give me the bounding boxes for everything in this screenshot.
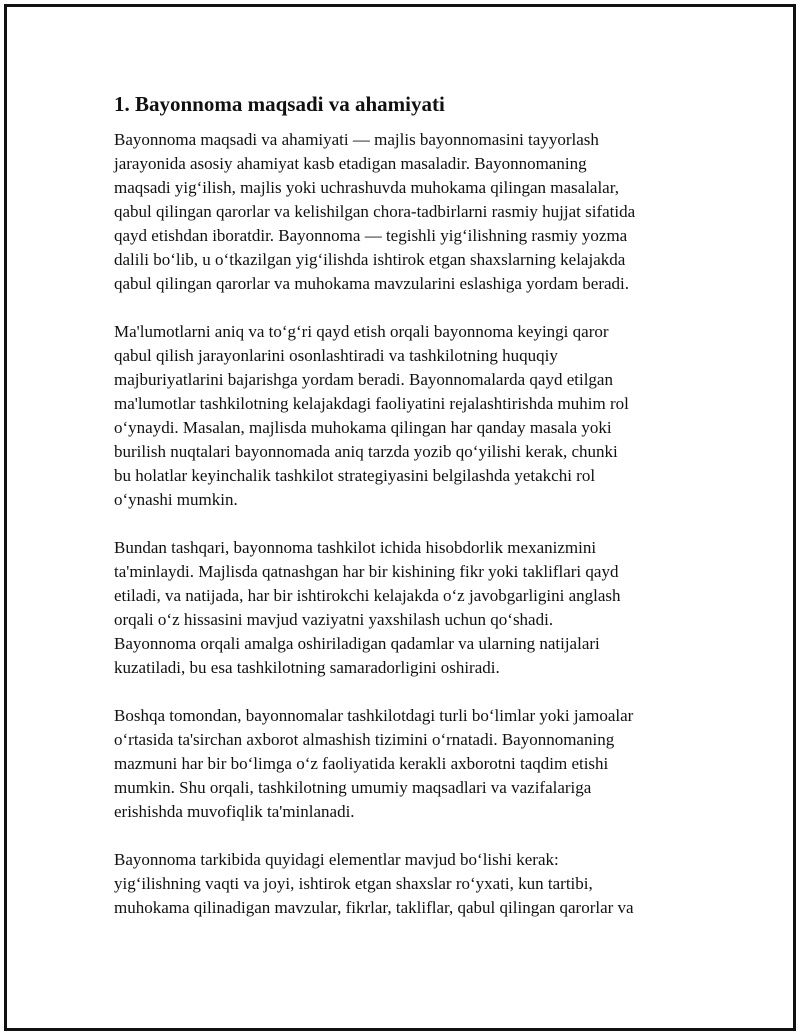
text-line: dalili bo‘lib, u o‘tkazilgan yig‘ilishda ishtirok etgan shaxslarning kelajakda bbox=[114, 250, 626, 269]
text-line: ta'minlaydi. Majlisda qatnashgan har bir kishining fikr yoki takliflari qayd bbox=[114, 562, 619, 581]
text-line: qayd etishdan iboratdir. Bayonnoma — tegishli yig‘ilishning rasmiy yozma bbox=[114, 226, 628, 245]
text-line: Bundan tashqari, bayonnoma tashkilot ichida hisobdorlik mexanizmini bbox=[114, 538, 597, 557]
text-line: mumkin. Shu orqali, tashkilotning umumiy maqsadlari va vazifalariga bbox=[114, 778, 592, 797]
paragraph-4 bbox=[114, 704, 694, 824]
text-line: muhokama qilinadigan mavzular, fikrlar, takliflar, qabul qilingan qarorlar va bbox=[114, 898, 634, 917]
text-line: jarayonida asosiy ahamiyat kasb etadigan masaladir. Bayonnomaning bbox=[114, 154, 587, 173]
text-line: orqali o‘z hissasini mavjud vaziyatni yaxshilash uchun qo‘shadi. bbox=[114, 610, 554, 629]
text-line: Boshqa tomondan, bayonnomalar tashkilotdagi turli bo‘limlar yoki jamoalar bbox=[114, 706, 634, 725]
text-line: kuzatiladi, bu esa tashkilotning samaradorligini oshiradi. bbox=[114, 658, 500, 677]
text-line: Ma'lumotlarni aniq va to‘g‘ri qayd etish orqali bayonnoma keyingi qaror bbox=[114, 322, 609, 341]
text-line: erishishda muvofiqlik ta'minlanadi. bbox=[114, 802, 355, 821]
text-line: qabul qilingan qarorlar va muhokama mavzularini eslashiga yordam beradi. bbox=[114, 274, 630, 293]
text-line: yig‘ilishning vaqti va joyi, ishtirok etgan shaxslar ro‘yxati, kun tartibi, bbox=[114, 874, 593, 893]
paragraph-5 bbox=[114, 848, 694, 920]
paragraph-1 bbox=[114, 128, 694, 296]
text-line: o‘ynashi mumkin. bbox=[114, 490, 238, 509]
section-heading: 1. Bayonnoma maqsadi va ahamiyati bbox=[114, 92, 445, 116]
document-body bbox=[114, 90, 694, 944]
text-line: Bayonnoma maqsadi va ahamiyati — majlis bayonnomasini tayyorlash bbox=[114, 130, 599, 149]
text-line: qabul qilish jarayonlarini osonlashtiradi va tashkilotning huquqiy bbox=[114, 346, 558, 365]
text-line: o‘rtasida ta'sirchan axborot almashish tizimini o‘rnatadi. Bayonnomaning bbox=[114, 730, 615, 749]
text-line: Bayonnoma orqali amalga oshiriladigan qadamlar va ularning natijalari bbox=[114, 634, 600, 653]
text-line: Bayonnoma tarkibida quyidagi elementlar mavjud bo‘lishi kerak: bbox=[114, 850, 559, 869]
text-line: mazmuni har bir bo‘limga o‘z faoliyatida kerakli axborotni taqdim etishi bbox=[114, 754, 609, 773]
text-line: qabul qilingan qarorlar va kelishilgan chora-tadbirlarni rasmiy hujjat sifatida bbox=[114, 202, 636, 221]
text-line: bu holatlar keyinchalik tashkilot strategiyasini belgilashda yetakchi rol bbox=[114, 466, 596, 485]
paragraph-3 bbox=[114, 536, 694, 680]
paragraph-2 bbox=[114, 320, 694, 512]
text-line: o‘ynaydi. Masalan, majlisda muhokama qilingan har qanday masala yoki bbox=[114, 418, 612, 437]
text-line: majburiyatlarini bajarishga yordam beradi. Bayonnomalarda qayd etilgan bbox=[114, 370, 613, 389]
text-line: etiladi, va natijada, har bir ishtirokchi kelajakda o‘z javobgarligini anglash bbox=[114, 586, 621, 605]
text-line: ma'lumotlar tashkilotning kelajakdagi faoliyatini rejalashtirishda muhim rol bbox=[114, 394, 629, 413]
text-line: maqsadi yig‘ilish, majlis yoki uchrashuvda muhokama qilingan masalalar, bbox=[114, 178, 619, 197]
text-line: burilish nuqtalari bayonnomada aniq tarzda yozib qo‘yilishi kerak, chunki bbox=[114, 442, 618, 461]
